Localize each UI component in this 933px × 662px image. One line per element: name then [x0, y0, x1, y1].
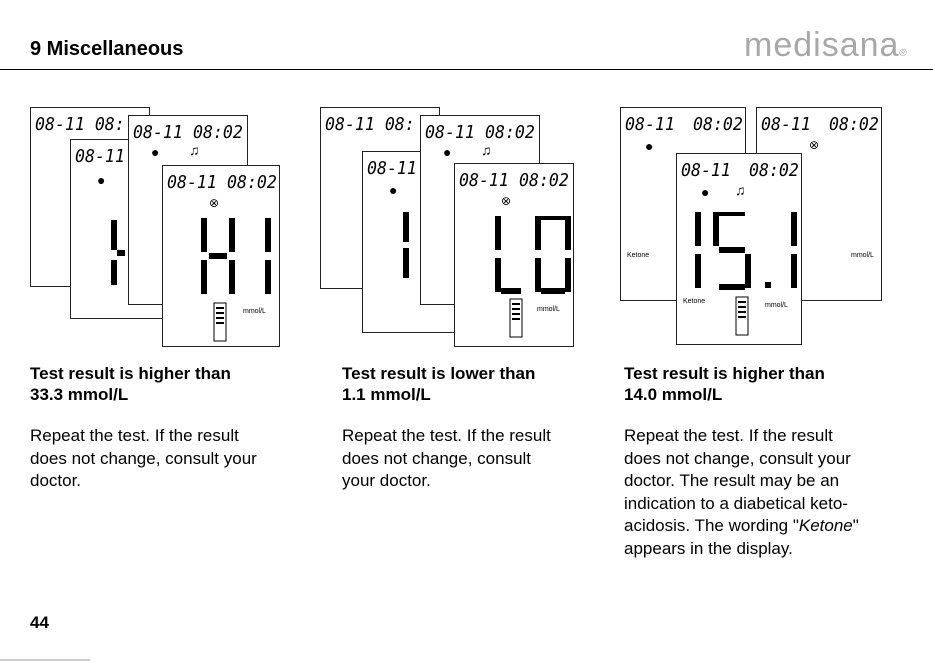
- control-icon: ⊗: [209, 196, 220, 210]
- lcd-time: 08:02: [749, 160, 799, 181]
- lcd-display-value: [201, 218, 277, 298]
- lcd-display-value: [495, 216, 571, 296]
- lcd-date: 08-11: [167, 172, 217, 193]
- strip-icon: [509, 298, 523, 338]
- meal-icon: ●: [97, 172, 106, 188]
- lcd-datetime: 08-11 08:: [325, 114, 415, 135]
- lcd-date: 08-11: [761, 114, 811, 135]
- brand-name: medisana: [744, 26, 900, 64]
- lcd-time: 08:02: [829, 114, 879, 135]
- meal-icon: ●: [443, 144, 452, 160]
- lcd-date: 08-11: [75, 146, 125, 167]
- strip-icon: [735, 296, 749, 336]
- footer-edge: [0, 659, 90, 661]
- lcd-illustration-ketone: [620, 107, 886, 347]
- meal-icon: ●: [701, 184, 710, 200]
- description-text: " appears in the display.: [624, 516, 859, 558]
- result-description: [624, 425, 859, 560]
- page-number: 44: [30, 613, 49, 632]
- brand-logo: [744, 26, 908, 65]
- lcd-time: 08:02: [519, 170, 569, 191]
- result-description: Repeat the test. If the result does not change, consult your doctor.: [342, 426, 551, 490]
- lcd-time: 08:02: [193, 122, 243, 143]
- lcd-unit: mmol/L: [243, 308, 266, 315]
- lcd-date: 08-11: [425, 122, 475, 143]
- ketone-emphasis: Ketone: [798, 516, 853, 535]
- control-icon: ⊗: [501, 194, 512, 208]
- bell-icon: ♫: [481, 142, 492, 158]
- lcd-time: 08:02: [693, 114, 743, 135]
- lcd-time: 08:02: [485, 122, 535, 143]
- bell-icon: ♫: [735, 182, 746, 198]
- meal-icon: ●: [151, 144, 160, 160]
- lcd-date: 08-11: [625, 114, 675, 135]
- meal-icon: ●: [389, 182, 398, 198]
- lcd-date: 08-11: [133, 122, 183, 143]
- lcd-unit: mmol/L: [851, 252, 874, 259]
- result-heading: Test result is lower than 1.1 mmol/L: [342, 364, 536, 404]
- lcd-screen-front: [162, 165, 280, 347]
- lcd-unit: mmol/L: [765, 302, 788, 309]
- lcd-unit: mmol/L: [537, 306, 560, 313]
- meal-icon: ●: [645, 138, 654, 154]
- lcd-time: 08:02: [227, 172, 277, 193]
- header-divider: [0, 69, 933, 70]
- lcd-date: 08-11: [681, 160, 731, 181]
- lcd-screen-front: [676, 153, 802, 345]
- result-heading: Test result is higher than 14.0 mmol/L: [624, 364, 825, 404]
- lcd-screen-front: [454, 163, 574, 347]
- description-text: Repeat the test. If the result does not change, consult your doctor. The result may be an indication to a diabetical keto- acidosis. The wording ": [624, 426, 851, 535]
- brand-mark: ®: [899, 48, 908, 59]
- ketone-label: Ketone: [627, 252, 650, 259]
- result-description: Repeat the test. If the result does not change, consult your doctor.: [30, 426, 257, 490]
- bell-icon: ♫: [189, 142, 200, 158]
- result-heading: Test result is higher than 33.3 mmol/L: [30, 364, 231, 404]
- lcd-date: 08-11: [367, 158, 417, 179]
- lcd-datetime: 08-11 08:: [35, 114, 125, 135]
- lcd-display-value: [695, 212, 799, 292]
- lcd-date: 08-11: [459, 170, 509, 191]
- lcd-illustration-hi: [30, 107, 280, 347]
- strip-icon: [213, 302, 227, 342]
- control-icon: ⊗: [809, 138, 820, 152]
- section-title: 9 Miscellaneous: [30, 38, 184, 60]
- ketone-label: Ketone: [683, 298, 706, 305]
- lcd-illustration-lo: [320, 107, 576, 347]
